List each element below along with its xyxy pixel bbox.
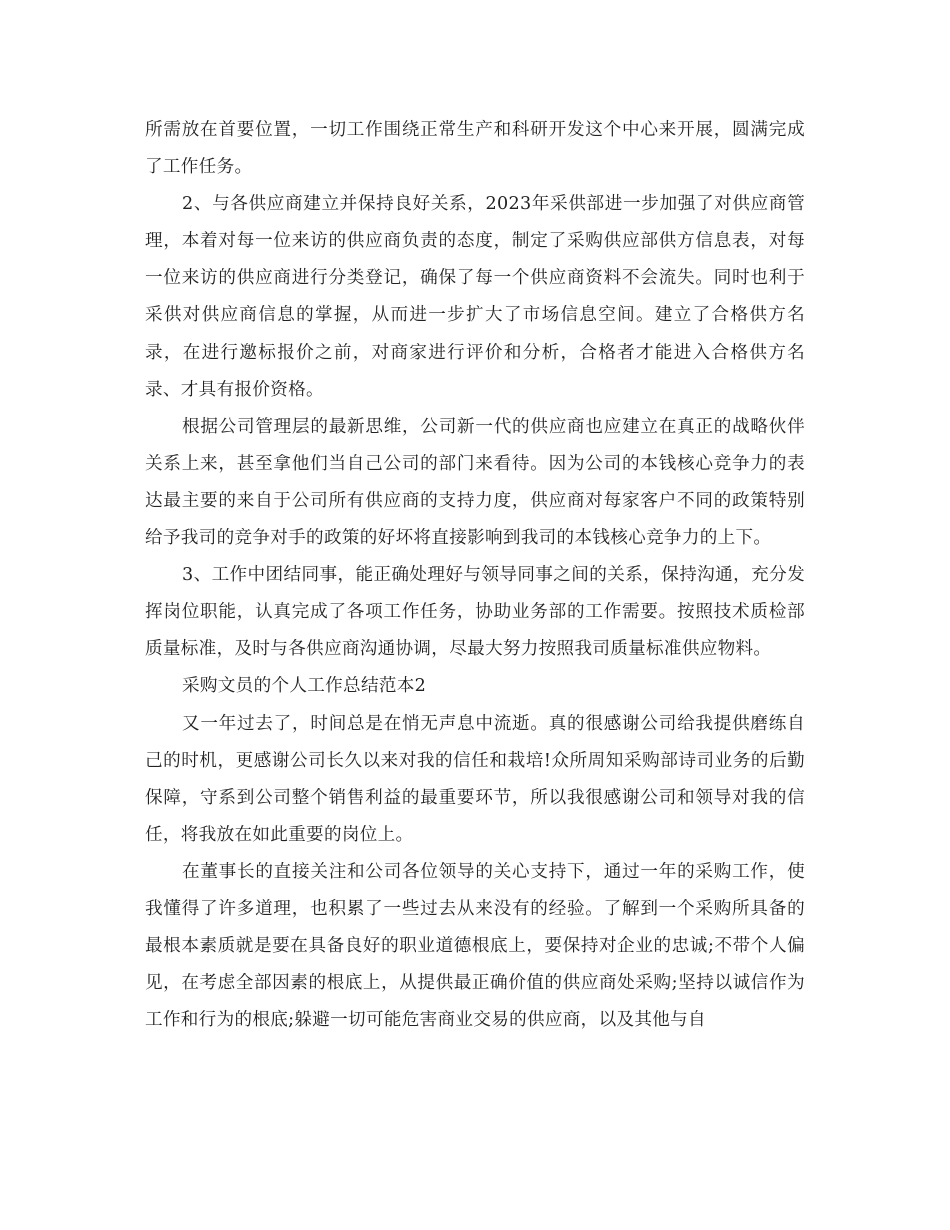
paragraph-continuation: 所需放在首要位置，一切工作围绕正常生产和科研开发这个中心来开展，圆满完成了工作任务。 xyxy=(145,120,805,178)
paragraph-experience: 在董事长的直接关注和公司各位领导的关心支持下，通过一年的采购工作，使我懂得了许多道理，也积累了一些过去从来没有的经验。了解到一个采购所具备的最根本素质就是要在具备良好的职业道德根底上，要保持对企业的忠诚;不带个人偏见，在考虑全部因素的根底上，从提供最正确价值的供应商处采购;坚持以诚信作为工作和行为的根底;躲避一切可能危害商业交易的供应商，以及其他与自 xyxy=(145,861,805,1031)
paragraph-supplier-relations: 2、与各供应商建立并保持良好关系，2023年采供部进一步加强了对供应商管理，本着对每一位来访的供应商负责的态度，制定了采购供应部供方信息表，对每一位来访的供应商进行分类登记，确保了每一个供应商资料不会流失。同时也利于采供对供应商信息的掌握，从而进一步扩大了市场信息空间。建立了合格供方名录，在进行邀标报价之前，对商家进行评价和分析，合格者才能进入合格供方名录、才具有报价资格。 xyxy=(145,194,805,400)
paragraph-year-review: 又一年过去了，时间总是在悄无声息中流逝。真的很感谢公司给我提供磨练自己的时机，更感谢公司长久以来对我的信任和栽培!众所周知采购部诗司业务的后勤保障，守系到公司整个销售利益的最重要环节，所以我很感谢公司和领导对我的信任，将我放在如此重要的岗位上。 xyxy=(145,713,805,845)
document-body xyxy=(145,112,805,1039)
paragraph-teamwork: 3、工作中团结同事，能正确处理好与领导同事之间的关系，保持沟通，充分发挥岗位职能，认真完成了各项工作任务，协助业务部的工作需要。按照技术质检部质量标准，及时与各供应商沟通协调，尽最大努力按照我司质量标准供应物料。 xyxy=(145,565,805,660)
section-heading: 采购文员的个人工作总结范本2 xyxy=(182,676,427,697)
paragraph-strategic-partnership: 根据公司管理层的最新思维，公司新一代的供应商也应建立在真正的战略伙伴关系上来，甚至拿他们当自己公司的部门来看待。因为公司的本钱核心竞争力的表达最主要的来自于公司所有供应商的支持力度，供应商对每家客户不同的政策特别给予我司的竞争对手的政策的好坏将直接影响到我司的本钱核心竞争力的上下。 xyxy=(145,416,805,549)
